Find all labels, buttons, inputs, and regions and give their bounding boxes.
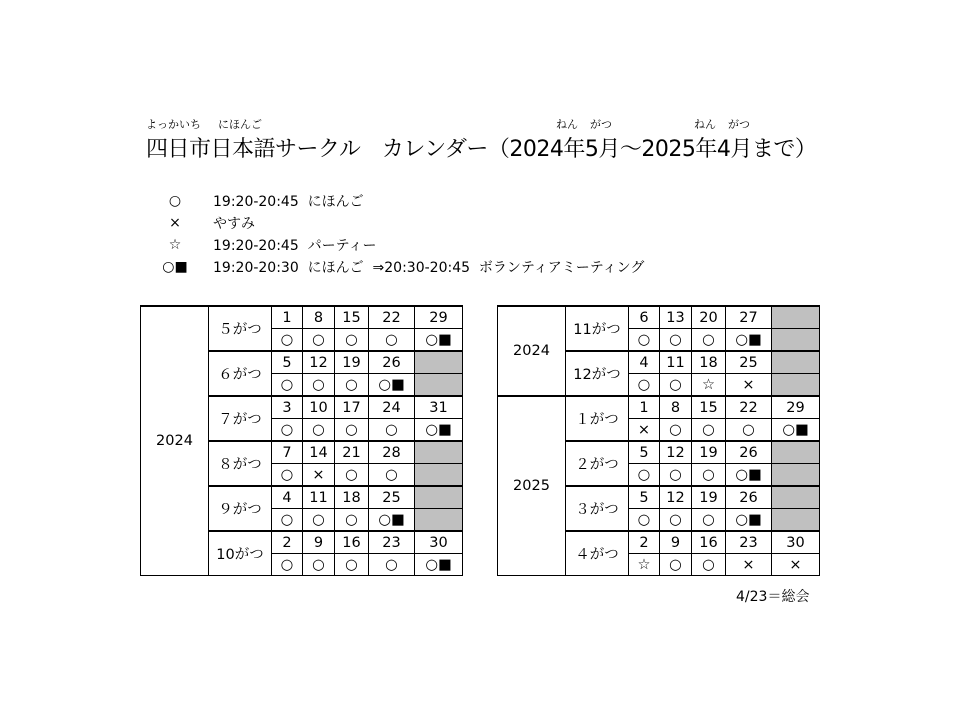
month-label: 12がつ xyxy=(566,351,629,396)
date-cell: 26 xyxy=(369,351,415,374)
unused-cell xyxy=(415,351,463,374)
mark-cell: ○■ xyxy=(726,464,772,487)
date-cell: 30 xyxy=(772,531,820,554)
mark-cell: ○ xyxy=(629,464,660,487)
legend-item xyxy=(150,256,644,278)
mark-cell: ○ xyxy=(303,374,335,397)
date-cell: 11 xyxy=(303,486,335,509)
mark-cell: ☆ xyxy=(629,554,660,576)
unused-cell xyxy=(772,374,820,397)
mark-cell: ○ xyxy=(692,554,726,576)
legend xyxy=(150,190,644,278)
mark-cell: ○■ xyxy=(772,419,820,442)
date-cell: 12 xyxy=(660,441,692,464)
unused-cell xyxy=(415,509,463,532)
date-cell: 24 xyxy=(369,396,415,419)
legend-symbol: ☆ xyxy=(168,237,182,253)
mark-cell: ○ xyxy=(272,464,303,487)
mark-cell: ○ xyxy=(629,509,660,532)
date-cell: 16 xyxy=(335,531,369,554)
date-cell: 28 xyxy=(369,441,415,464)
date-cell: 12 xyxy=(660,486,692,509)
date-cell: 9 xyxy=(303,531,335,554)
mark-cell: ○ xyxy=(629,329,660,352)
date-cell: 23 xyxy=(369,531,415,554)
month-label: ４がつ xyxy=(566,531,629,576)
month-label: 10がつ xyxy=(209,531,272,576)
mark-cell: ○ xyxy=(303,554,335,576)
legend-item xyxy=(150,190,644,212)
mark-cell: ○ xyxy=(660,329,692,352)
date-cell: 1 xyxy=(629,396,660,419)
mark-cell: ○ xyxy=(335,374,369,397)
year-cell: 2024 xyxy=(498,306,566,396)
year-cell: 2024 xyxy=(141,306,209,576)
date-cell: 14 xyxy=(303,441,335,464)
date-cell: 18 xyxy=(335,486,369,509)
date-cell: 18 xyxy=(692,351,726,374)
ruby-nen-1: ねん xyxy=(556,118,578,131)
mark-cell: ○ xyxy=(335,509,369,532)
mark-cell: ○ xyxy=(272,329,303,352)
legend-symbol: ○■ xyxy=(162,259,188,275)
date-cell: 15 xyxy=(692,396,726,419)
legend-text: やすみ xyxy=(213,216,255,232)
unused-cell xyxy=(415,486,463,509)
mark-cell: ☆ xyxy=(692,374,726,397)
legend-symbol: ○ xyxy=(168,193,182,209)
date-cell: 8 xyxy=(303,306,335,329)
month-label: １がつ xyxy=(566,396,629,441)
mark-cell: ○■ xyxy=(415,419,463,442)
unused-cell xyxy=(772,486,820,509)
date-cell: 26 xyxy=(726,441,772,464)
legend-text: 19:20-20:45 パーティー xyxy=(213,238,377,254)
date-cell: 12 xyxy=(303,351,335,374)
date-cell: 8 xyxy=(660,396,692,419)
date-cell: 7 xyxy=(272,441,303,464)
mark-cell: × xyxy=(726,554,772,576)
mark-cell: × xyxy=(726,374,772,397)
mark-cell: ○■ xyxy=(415,329,463,352)
date-cell: 26 xyxy=(726,486,772,509)
mark-cell: ○■ xyxy=(369,509,415,532)
month-label: ９がつ xyxy=(209,486,272,531)
calendar-2024-may-oct xyxy=(140,305,463,576)
date-cell: 19 xyxy=(335,351,369,374)
date-cell: 31 xyxy=(415,396,463,419)
date-cell: 17 xyxy=(335,396,369,419)
mark-cell: ○■ xyxy=(726,329,772,352)
unused-cell xyxy=(415,441,463,464)
calendar-2024-nov-2025-apr xyxy=(497,305,820,576)
date-cell: 23 xyxy=(726,531,772,554)
ruby-gatsu-1: がつ xyxy=(590,118,612,131)
date-cell: 15 xyxy=(335,306,369,329)
month-label: ７がつ xyxy=(209,396,272,441)
mark-cell: ○ xyxy=(629,374,660,397)
mark-cell: ○ xyxy=(369,554,415,576)
mark-cell: ○ xyxy=(335,329,369,352)
mark-cell: ○ xyxy=(660,554,692,576)
date-cell: 22 xyxy=(726,396,772,419)
month-label: 11がつ xyxy=(566,306,629,351)
unused-cell xyxy=(772,351,820,374)
month-label: ６がつ xyxy=(209,351,272,396)
mark-cell: ○ xyxy=(660,464,692,487)
date-cell: 5 xyxy=(629,486,660,509)
date-cell: 5 xyxy=(629,441,660,464)
mark-cell: ○ xyxy=(660,509,692,532)
mark-cell: ○ xyxy=(692,329,726,352)
month-label: ８がつ xyxy=(209,441,272,486)
date-cell: 5 xyxy=(272,351,303,374)
mark-cell: ○ xyxy=(272,509,303,532)
unused-cell xyxy=(415,374,463,397)
month-label: ２がつ xyxy=(566,441,629,486)
year-cell: 2025 xyxy=(498,396,566,576)
date-cell: 25 xyxy=(369,486,415,509)
date-cell: 3 xyxy=(272,396,303,419)
date-cell: 1 xyxy=(272,306,303,329)
mark-cell: ○ xyxy=(303,329,335,352)
mark-cell: ○■ xyxy=(415,554,463,576)
date-cell: 4 xyxy=(629,351,660,374)
mark-cell: ○ xyxy=(692,419,726,442)
unused-cell xyxy=(772,464,820,487)
unused-cell xyxy=(772,329,820,352)
date-cell: 16 xyxy=(692,531,726,554)
date-cell: 20 xyxy=(692,306,726,329)
legend-symbol: × xyxy=(169,215,181,231)
ruby-nen-2: ねん xyxy=(694,118,716,131)
mark-cell: ○ xyxy=(335,464,369,487)
mark-cell: ○■ xyxy=(726,509,772,532)
mark-cell: ○ xyxy=(369,464,415,487)
date-cell: 6 xyxy=(629,306,660,329)
mark-cell: ○ xyxy=(335,554,369,576)
mark-cell: ○ xyxy=(272,374,303,397)
legend-item xyxy=(150,234,644,256)
date-cell: 2 xyxy=(272,531,303,554)
legend-item xyxy=(150,212,644,234)
date-cell: 4 xyxy=(272,486,303,509)
legend-text: 19:20-20:45 にほんご xyxy=(213,194,364,210)
date-cell: 22 xyxy=(369,306,415,329)
date-cell: 19 xyxy=(692,441,726,464)
mark-cell: ○ xyxy=(660,374,692,397)
general-meeting-note: 4/23＝総会 xyxy=(736,589,810,605)
date-cell: 13 xyxy=(660,306,692,329)
mark-cell: ○ xyxy=(660,419,692,442)
mark-cell: × xyxy=(303,464,335,487)
unused-cell xyxy=(772,509,820,532)
date-cell: 2 xyxy=(629,531,660,554)
mark-cell: ○ xyxy=(369,329,415,352)
date-cell: 9 xyxy=(660,531,692,554)
unused-cell xyxy=(772,441,820,464)
date-cell: 10 xyxy=(303,396,335,419)
ruby-yokkaichi: よっかいち xyxy=(146,118,201,131)
mark-cell: ○ xyxy=(692,464,726,487)
mark-cell: ○ xyxy=(369,419,415,442)
mark-cell: ○ xyxy=(692,509,726,532)
page-title: 四日市日本語サークル カレンダー（2024年5月～2025年4月まで） xyxy=(146,137,817,162)
mark-cell: ○ xyxy=(335,419,369,442)
mark-cell: ○ xyxy=(726,419,772,442)
legend-text: 19:20-20:30 にほんご ⇒20:30-20:45 ボランティアミーティング xyxy=(213,260,645,276)
mark-cell: ○ xyxy=(303,419,335,442)
date-cell: 21 xyxy=(335,441,369,464)
date-cell: 30 xyxy=(415,531,463,554)
date-cell: 29 xyxy=(772,396,820,419)
mark-cell: × xyxy=(772,554,820,576)
date-cell: 29 xyxy=(415,306,463,329)
mark-cell: × xyxy=(629,419,660,442)
ruby-gatsu-2: がつ xyxy=(728,118,750,131)
date-cell: 25 xyxy=(726,351,772,374)
mark-cell: ○■ xyxy=(369,374,415,397)
date-cell: 19 xyxy=(692,486,726,509)
unused-cell xyxy=(415,464,463,487)
mark-cell: ○ xyxy=(303,509,335,532)
ruby-nihongo: にほんご xyxy=(218,118,262,131)
unused-cell xyxy=(772,306,820,329)
month-label: ５がつ xyxy=(209,306,272,351)
date-cell: 27 xyxy=(726,306,772,329)
month-label: ３がつ xyxy=(566,486,629,531)
date-cell: 11 xyxy=(660,351,692,374)
mark-cell: ○ xyxy=(272,419,303,442)
mark-cell: ○ xyxy=(272,554,303,576)
